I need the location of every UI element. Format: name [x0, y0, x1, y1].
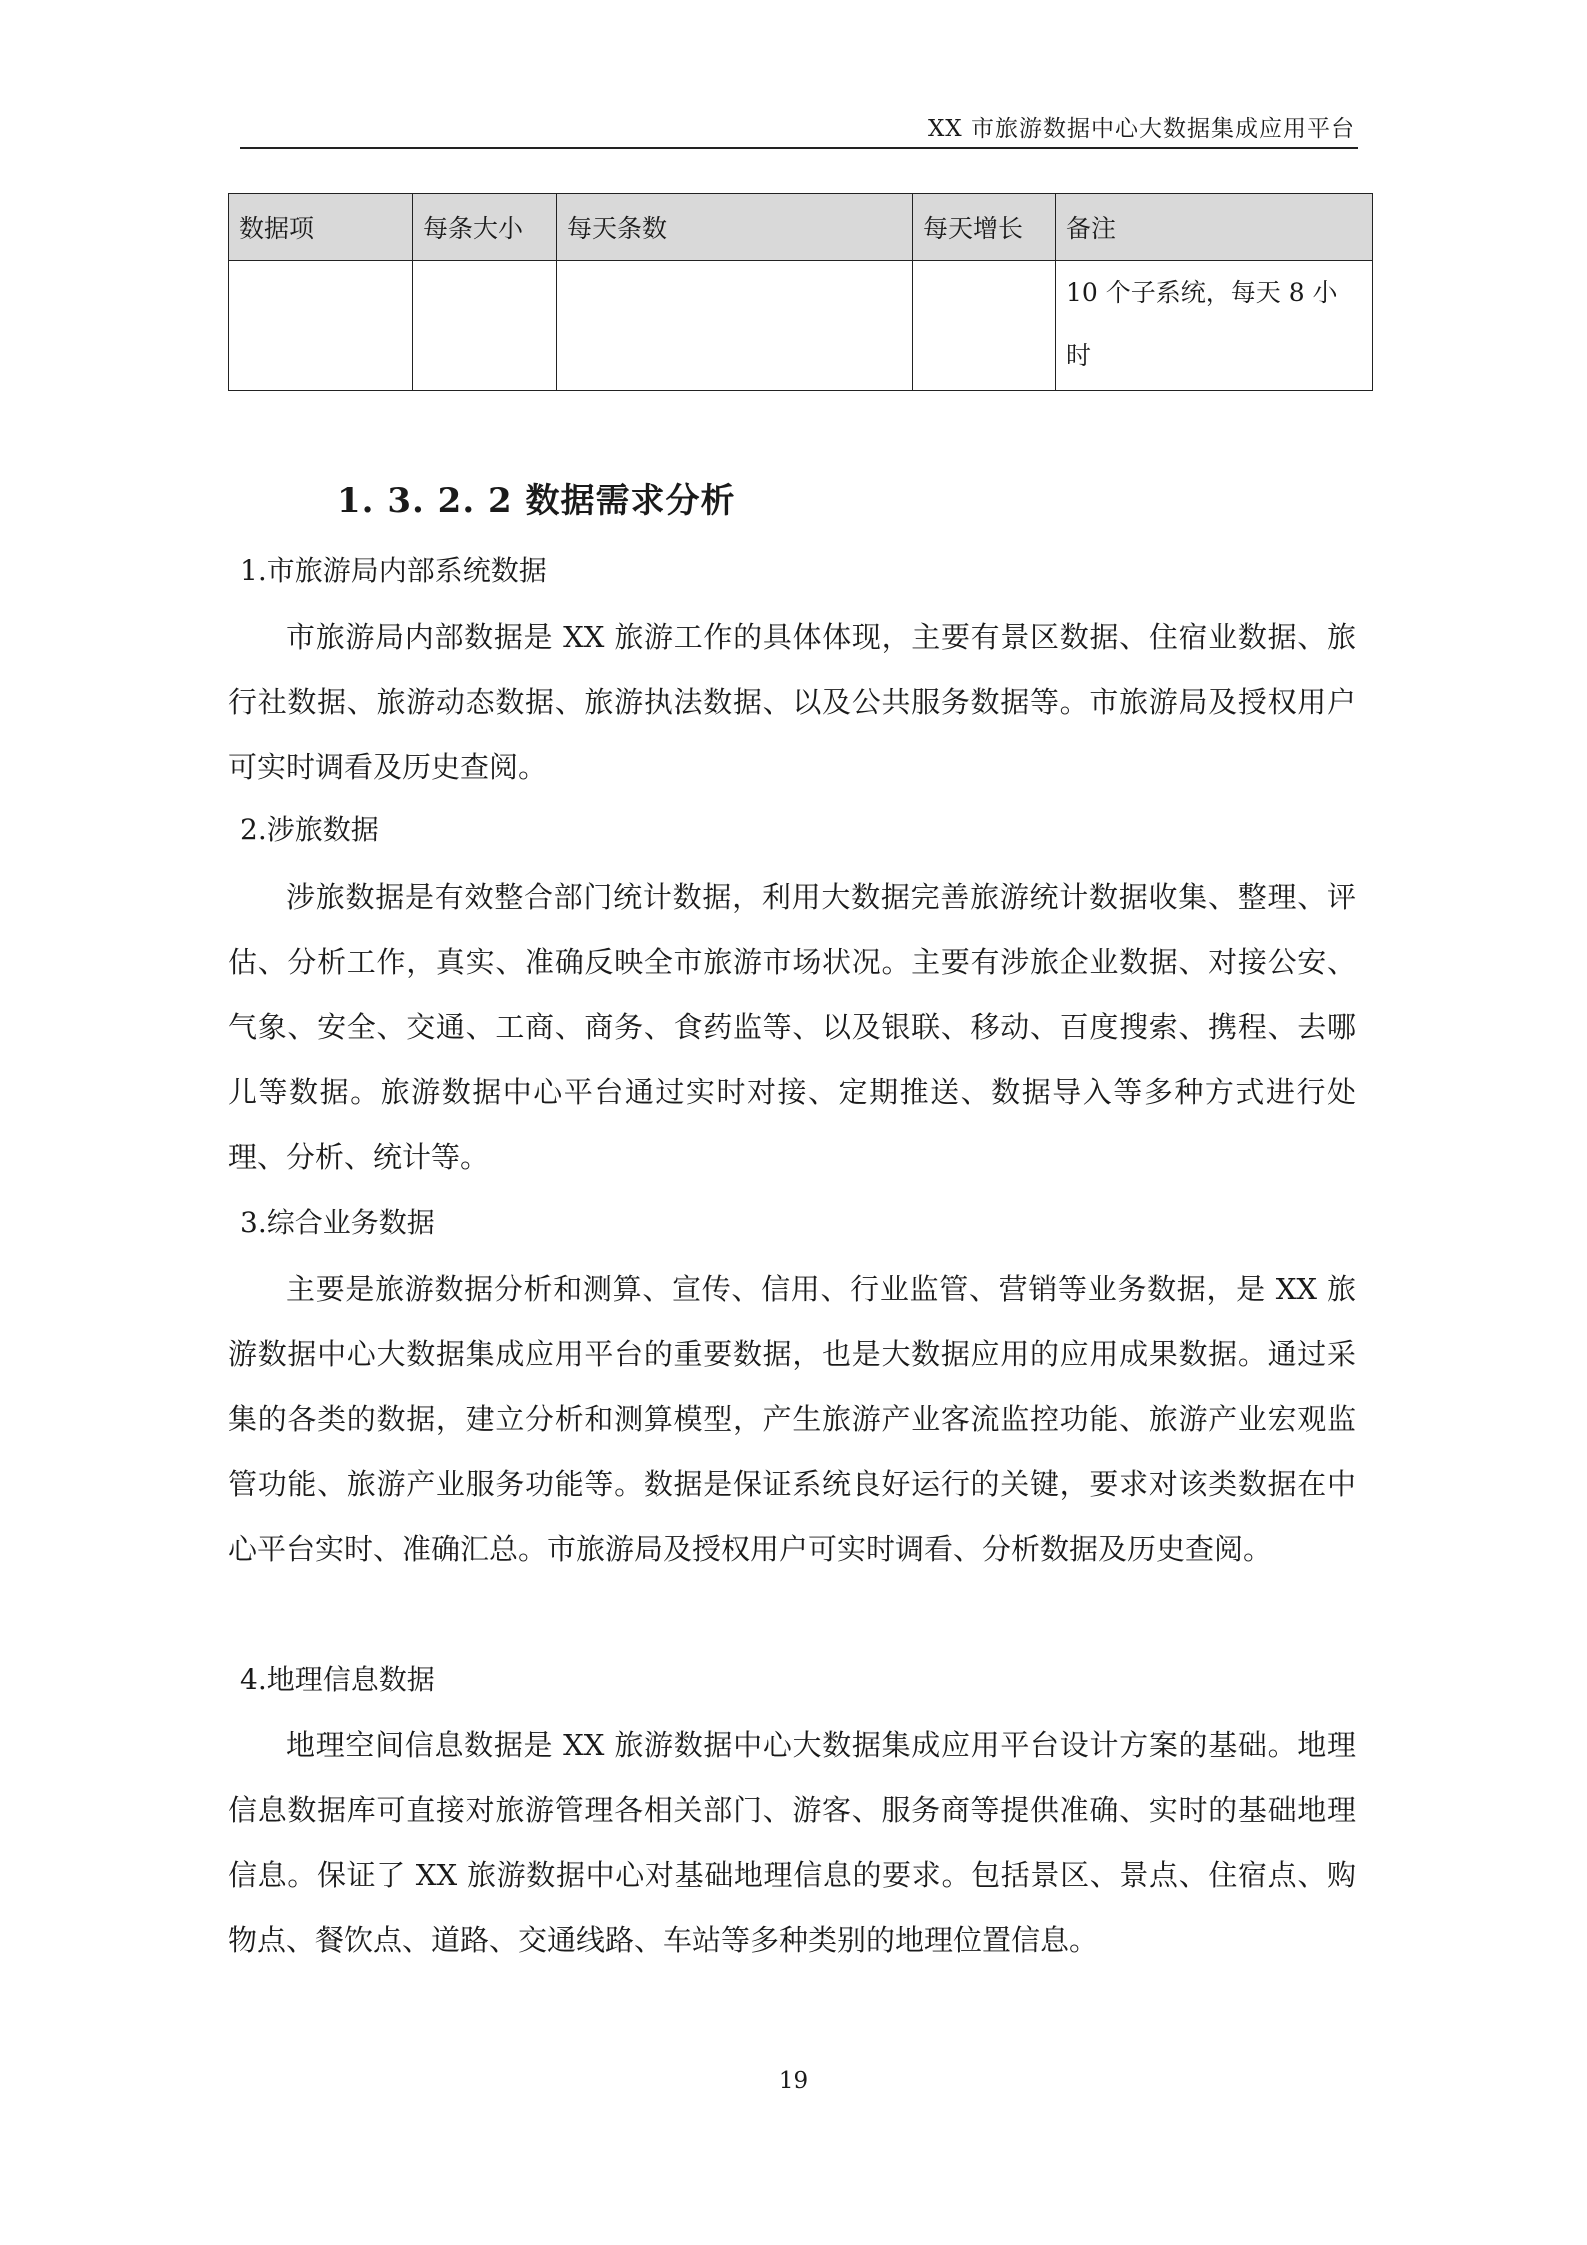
running-header-title: XX 市旅游数据中心大数据集成应用平台 [927, 116, 1355, 142]
table-row [229, 261, 1373, 391]
table-header-row [229, 194, 1373, 261]
table-header-cell: 每条大小 [413, 194, 557, 261]
data-volume-table [228, 193, 1373, 391]
table-header-cell: 数据项 [229, 194, 413, 261]
table-header-cell: 备注 [1056, 194, 1373, 261]
table-cell [229, 261, 413, 391]
table-header-cell: 每天增长 [913, 194, 1056, 261]
subsection-title: 1.市旅游局内部系统数据 [240, 554, 547, 587]
section-heading: 1. 3. 2. 2 数据需求分析 [337, 481, 736, 521]
subsection-title: 2.涉旅数据 [240, 813, 379, 846]
table-cell [413, 261, 557, 391]
table-cell: 10 个子系统，每天 8 小时 [1056, 261, 1373, 391]
body-paragraph: 市旅游局内部数据是 XX 旅游工作的具体体现，主要有景区数据、住宿业数据、旅行社数据、旅游动态数据、旅游执法数据、以及公共服务数据等。市旅游局及授权用户可实时调看及历史查阅。 [228, 620, 1356, 784]
body-paragraph: 主要是旅游数据分析和测算、宣传、信用、行业监管、营销等业务数据，是 XX 旅游数据中心大数据集成应用平台的重要数据，也是大数据应用的应用成果数据。通过采集的各类的数据，建立分析和测算模型，产生旅游产业客流监控功能、旅游产业宏观监管功能、旅游产业服务功能等。数据是保证系统良好运行的关键，要求对该类数据在中心平台实时、准确汇总。市旅游局及授权用户可实时调看、分析数据及历史查阅。 [228, 1272, 1356, 1566]
page-number: 19 [778, 2068, 809, 2094]
body-paragraph: 地理空间信息数据是 XX 旅游数据中心大数据集成应用平台设计方案的基础。地理信息数据库可直接对旅游管理各相关部门、游客、服务商等提供准确、实时的基础地理信息。保证了 XX 旅游数据中心对基础地理信息的要求。包括景区、景点、住宿点、购物点、餐饮点、道路、交通线路、车站等多种类别的地理位置信息。 [228, 1728, 1356, 1957]
table-cell [913, 261, 1056, 391]
subsection-title: 3.综合业务数据 [240, 1206, 435, 1239]
body-paragraph: 涉旅数据是有效整合部门统计数据，利用大数据完善旅游统计数据收集、整理、评估、分析工作，真实、准确反映全市旅游市场状况。主要有涉旅企业数据、对接公安、气象、安全、交通、工商、商务、食药监等、以及银联、移动、百度搜索、携程、去哪儿等数据。旅游数据中心平台通过实时对接、定期推送、数据导入等多种方式进行处理、分析、统计等。 [228, 880, 1356, 1174]
table-header-cell: 每天条数 [557, 194, 913, 261]
table-cell [557, 261, 913, 391]
subsection-title: 4.地理信息数据 [240, 1663, 435, 1696]
header-divider [240, 147, 1358, 149]
